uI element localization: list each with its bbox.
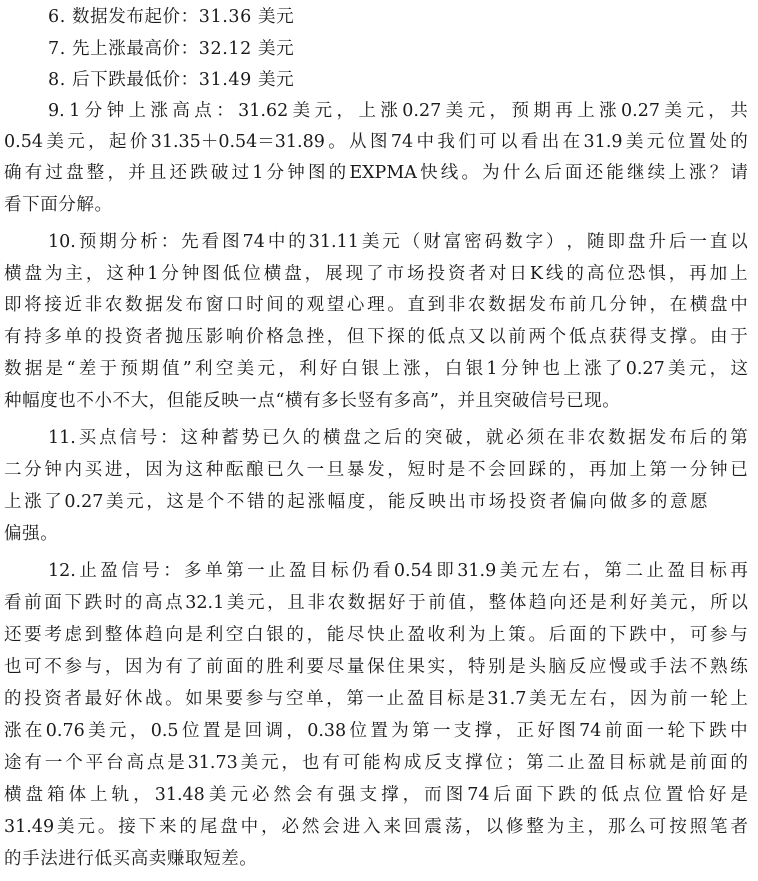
paragraph-line: 看下面分解。: [4, 195, 113, 215]
paragraph-line: 31.49 美 元 。 接 下 来 的 尾 盘 中 ， 必 然 会 进 入 来 回 震 荡 ， 以 修 整 为 主 ， 那 么 可 按 照 笔 者: [4, 817, 748, 837]
paragraph-line: 上 涨 了 0.27 美 元 ， 这 是 个 不 错 的 起 涨 幅 度 ， 能 反 映 出 市 场 投 资 者 偏 向 做 多 的 意 愿: [4, 492, 708, 512]
paragraph-line: 横 盘 为 主 ， 这 种 1 分 钟 图 低 位 横 盘 ， 展 现 了 市 场 投 资 者 对 日 K 线 的 高 位 恐 惧 ， 再 加 上: [4, 264, 748, 284]
paragraph-line: 6. 数据发布起价：31.36 美元: [48, 7, 295, 27]
paragraph-line: 看 前 面 下 跌 时 的 高 点 32.1 美 元 ， 且 非 农 数 据 好 于 前 值 ， 整 体 趋 向 还 是 利 好 美 元 ， 所 以: [4, 593, 748, 613]
paragraph-line: 0.54 美 元 ， 起 价 31.35＋0.54＝31.89 。 从 图 74 中 我 们 可 以 看 出 在 31.9 美 元 位 置 处 的: [4, 132, 748, 152]
paragraph-line: 10. 预 期 分 析 ： 先 看 图 74 中 的 31.11 美 元 （ 财 富 密 码 数 字 ） ， 随 即 盘 升 后 一 直 以: [48, 232, 748, 252]
paragraph-line: 11. 买 点 信 号 ： 这 种 蓄 势 已 久 的 横 盘 之 后 的 突 破 ， 就 必 须 在 非 农 数 据 发 布 后 的 第: [48, 428, 748, 448]
paragraph-line: 偏强。: [4, 524, 59, 544]
paragraph-line: 横 盘 箱 体 上 轨 ， 31.48 美 元 必 然 会 有 强 支 撑 ， 而 图 74 后 面 下 跌 的 低 点 位 置 恰 好 是: [4, 785, 748, 805]
paragraph-line: 还 要 考 虑 到 整 体 趋 向 是 利 空 白 银 的 ， 能 尽 快 止 盈 收 利 为 上 策 。 后 面 的 下 跌 中 ， 可 参 与: [4, 625, 748, 645]
paragraph-line: 的手法进行低买高卖赚取短差。: [4, 849, 258, 869]
paragraph-line: 确 有 过 盘 整 ， 并 且 还 跌 破 过 1 分 钟 图 的 EXPMA 快 线 。 为 什 么 后 面 还 能 继 续 上 涨 ？ 请: [4, 163, 748, 183]
paragraph-line: 数 据 是 “ 差 于 预 期 值 ” 利 空 美 元 ， 利 好 白 银 上 涨 ， 白 银 1 分 钟 也 上 涨 了 0.27 美 元 ， 这: [4, 359, 748, 379]
paragraph-line: 12. 止 盈 信 号 ： 多 单 第 一 止 盈 目 标 仍 看 0.54 即 31.9 美 元 左 右 ， 第 二 止 盈 目 标 再: [48, 561, 748, 581]
paragraph-line: 9. 1 分 钟 上 涨 高 点 ： 31.62 美 元 ， 上 涨 0.27 美 元 ， 预 期 再 上 涨 0.27 美 元 ， 共: [48, 101, 748, 121]
paragraph-line: 7. 先上涨最高价：32.12 美元: [48, 39, 295, 59]
paragraph-line: 8. 后下跌最低价：31.49 美元: [48, 70, 295, 90]
paragraph-line: 途 有 一 个 平 台 高 点 是 31.73 美 元 ， 也 有 可 能 构 成 反 支 撑 位 ； 第 二 止 盈 目 标 就 是 前 面 的: [4, 753, 748, 773]
paragraph-line: 即 将 接 近 非 农 数 据 发 布 窗 口 时 间 的 观 望 心 理 。 直 到 非 农 数 据 发 布 前 几 分 钟 ， 在 横 盘 中: [4, 295, 748, 315]
paragraph-line: 涨 在 0.76 美 元 ， 0.5 位 置 是 回 调 ， 0.38 位 置 为 第 一 支 撑 ， 正 好 图 74 前 面 一 轮 下 跌 中: [4, 721, 748, 741]
paragraph-line: 的 投 资 者 最 好 休 战 。 如 果 要 参 与 空 单 ， 第 一 止 盈 目 标 是 31.7 美 无 左 右 ， 因 为 前 一 轮 上: [4, 689, 748, 709]
paragraph-line: 有 持 多 单 的 投 资 者 抛 压 影 响 价 格 急 挫 ， 但 下 探 的 低 点 又 以 前 两 个 低 点 获 得 支 撑 。 由 于: [4, 327, 748, 347]
paragraph-line: 也 可 不 参 与 ， 因 为 有 了 前 面 的 胜 利 要 尽 量 保 住 果 实 ， 特 别 是 头 脑 反 应 慢 或 手 法 不 熟 练: [4, 657, 748, 677]
paragraph-line: 二 分 钟 内 买 进 ， 因 为 这 种 酝 酿 已 久 一 旦 暴 发 ， 短 时 是 不 会 回 踩 的 ， 再 加 上 第 一 分 钟 已: [4, 460, 748, 480]
paragraph-line: 种幅度也不小不大，但能反映一点“横有多长竖有多高”，并且突破信号已现。: [4, 391, 621, 411]
